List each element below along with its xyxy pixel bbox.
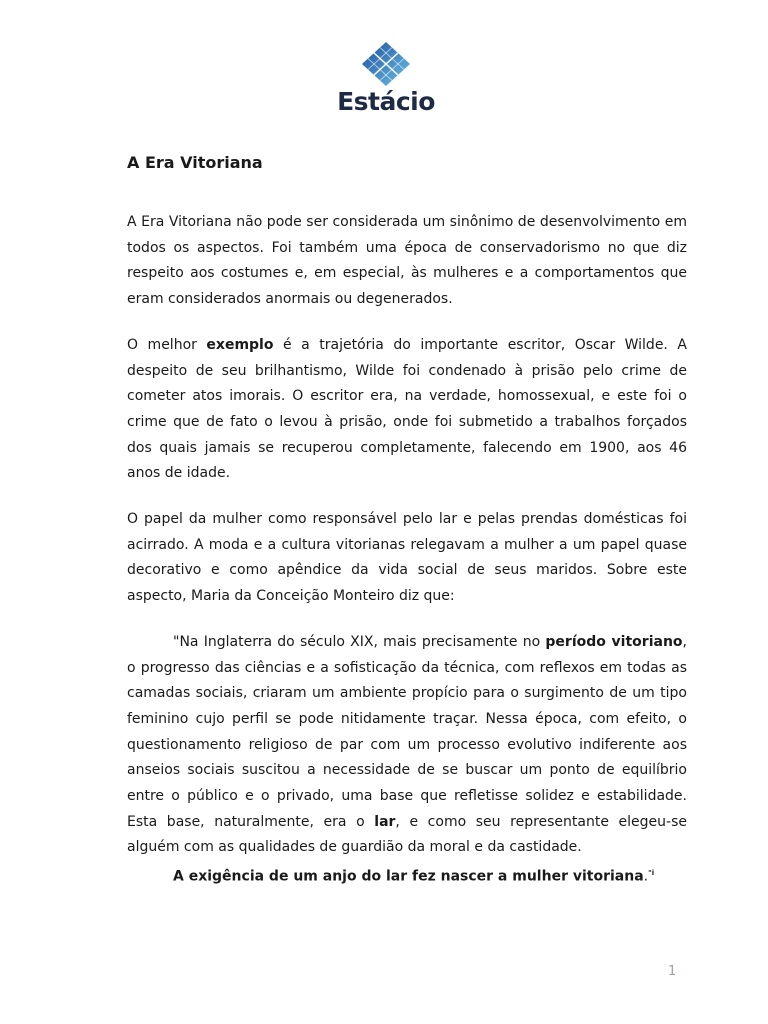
brand-name: Estácio bbox=[337, 87, 435, 116]
bold-term-lar: lar bbox=[374, 813, 396, 830]
block-quote: "Na Inglaterra do século XIX, mais precisamente no período vitoriano, o progresso das ciências e a sofisticação da técnica, com reflexos em todas as camadas sociais, criaram um ambiente propício para o surgimento de um tipo feminino cujo perfil se pode nitidamente traçar. Nessa época, com efeito, o questionamento religioso de par com um processo evolutivo indiferente aos anseios sociais suscitou a necessidade de se buscar um ponto de equilíbrio entre o público e o privado, uma base que refletisse solidez e estabilidade. Esta base, naturalmente, era o lar, e como seu representante elegeu-se alguém com as qualidades de guardião da moral e da castidade. bbox=[127, 633, 688, 856]
document-body bbox=[127, 150, 687, 911]
paragraph-3: O papel da mulher como responsável pelo lar e pelas prendas domésticas foi acirrado. A moda e a cultura vitorianas relegavam a mulher a um papel quase decorativo e como apêndice da vida social de seus maridos. Sobre este aspecto, Maria da Conceição Monteiro diz que: bbox=[127, 511, 687, 605]
bold-term-exemplo: exemplo bbox=[206, 336, 274, 353]
document-title: A Era Vitoriana bbox=[127, 153, 263, 172]
quote-closing-line: A exigência de um anjo do lar fez nascer a mulher vitoriana.$^{"i}$ bbox=[173, 868, 655, 885]
bold-term-periodo-vitoriano: período vitoriano bbox=[545, 633, 683, 650]
paragraph-2: O melhor exemplo é a trajetória do importante escritor, Oscar Wilde. A despeito de seu brilhantismo, Wilde foi condenado à prisão pelo crime de cometer atos imorais. O escritor era, na verdade, homossexual, e este foi o crime que de fato o levou à prisão, onde foi submetido a trabalhos forçados dos quais jamais se recuperou completamente, falecendo em 1900, aos 46 anos de idade. bbox=[127, 336, 687, 482]
page-number: 1 bbox=[668, 964, 677, 979]
paragraph-1: A Era Vitoriana não pode ser considerada um sinônimo de desenvolvimento em todos os aspectos. Foi também uma época de conservadorismo no que diz respeito aos costumes e, em especial, às mulheres e a comportamentos que eram considerados anormais ou degenerados. bbox=[127, 214, 687, 308]
diamond-logo-icon bbox=[358, 40, 414, 88]
estacio-logo bbox=[336, 40, 436, 116]
footnote-marker: "i bbox=[648, 869, 655, 878]
